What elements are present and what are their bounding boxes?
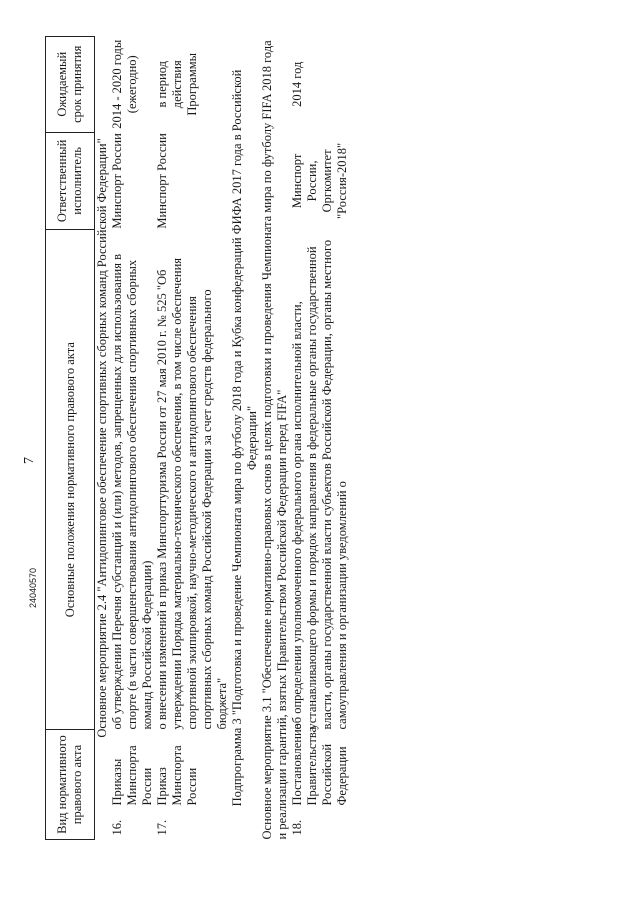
act-provision: об определении уполномоченного федерального органа исполнительной власти, устанавливающего формы и порядок направления в федеральные органы государственной власти, органы государственной власти субъектов Российской Федерации, органы местного самоуправления и организации уведомлений о — [290, 239, 349, 730]
table-row — [110, 37, 155, 840]
act-type: Приказ Минспорта России — [155, 745, 199, 806]
section-2-4-title: Основное мероприятие 2.4 "Антидопинговое обеспечение спортивных сборных команд Российской Федерации" — [95, 138, 109, 738]
act-provision: о внесении изменений в приказ Минспорттуризма России от 27 мая 2010 г. № 525 "Об утверждении Порядка материально-технического обеспечения, в том числе обеспечения спортивной экипировкой, научно-методического и антидопингового обеспечения спортивных сборных команд Российской Федерации за счет средств федерального бюджета" — [155, 257, 229, 730]
act-executor: Минспорт России — [110, 133, 124, 229]
header-act-type: Вид нормативного правового акта — [46, 730, 95, 840]
act-deadline: в период действия Программы — [155, 52, 199, 116]
normative-acts-table — [45, 36, 350, 840]
header-deadline: Ожидаемый срок принятия — [46, 37, 95, 133]
header-provisions: Основные положения нормативного правового акта — [46, 230, 95, 730]
act-executor: Минспорт России — [155, 133, 169, 229]
act-executor: Минспорт России, Оргкомитет "Россия-2018" — [290, 142, 349, 219]
section-row — [260, 37, 290, 840]
row-number: 16. — [110, 819, 124, 836]
document-code: 24040570 — [28, 567, 38, 608]
table-header-row — [46, 37, 95, 840]
act-type: Приказы Минспорта России — [110, 745, 154, 806]
table-row — [155, 37, 230, 840]
subprogram-3-title: Подпрограмма 3 "Подготовка и проведение Чемпионата мира по футболу 2018 года и Кубка конфедераций ФИФА 2017 года в Российской Федерации" — [230, 69, 259, 807]
row-number: 17. — [155, 819, 169, 836]
row-number: 18. — [290, 819, 304, 836]
table-row — [290, 37, 350, 840]
act-provision: об утверждении Перечня субстанций и (или) методов, запрещенных для использования в спорте (в части совершенствования антидопингового обеспечения спортивных сборных команд Российской Федерации) — [110, 253, 154, 730]
section-3-1-title: Основное мероприятие 3.1 "Обеспечение нормативно-правовых основ в целях подготовки и проведения Чемпионата мира по футболу FIFA 2018 года и реализации гарантий, взятых Правительством Российской Федерации перед FIFA" — [260, 40, 289, 840]
section-row — [95, 37, 111, 840]
subprogram-row — [230, 37, 260, 840]
act-deadline: 2014 год — [290, 61, 304, 107]
act-type: Постановление Правительства Российской Федерации — [290, 723, 349, 806]
act-deadline: 2014 - 2020 годы (ежегодно) — [110, 39, 139, 129]
page-number: 7 — [22, 457, 37, 464]
header-executor: Ответственный исполнитель — [46, 132, 95, 230]
